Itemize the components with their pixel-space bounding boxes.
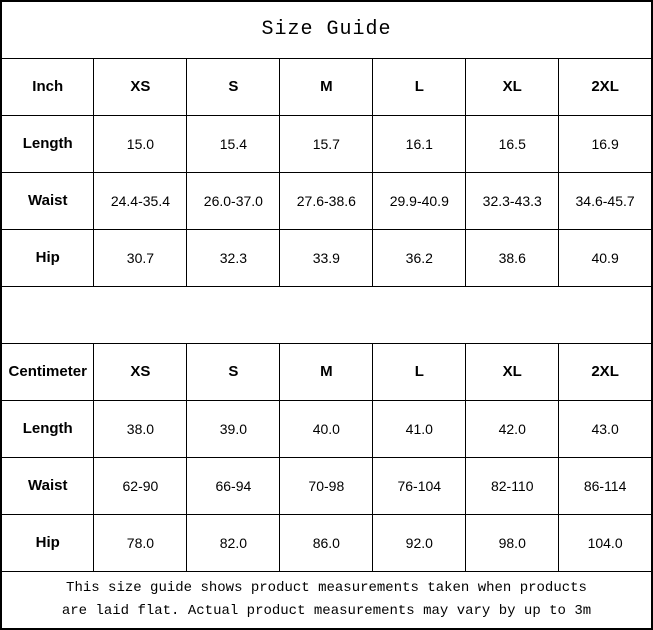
measurement-cell: 33.9 <box>280 229 373 286</box>
size-header-l: L <box>373 58 466 115</box>
measurement-cell: 104.0 <box>559 514 652 571</box>
measurement-cell: 70-98 <box>280 457 373 514</box>
measurement-cell: 24.4-35.4 <box>94 172 187 229</box>
measurement-cell: 16.5 <box>466 115 559 172</box>
measurement-cell: 39.0 <box>187 400 280 457</box>
inch-length-row <box>1 115 652 172</box>
size-header-2xl: 2XL <box>559 58 652 115</box>
spacer-row <box>1 286 652 343</box>
size-header-xs: XS <box>94 58 187 115</box>
size-header-s: S <box>187 343 280 400</box>
measurement-cell: 78.0 <box>94 514 187 571</box>
title-row <box>1 1 652 58</box>
measurement-cell: 27.6-38.6 <box>280 172 373 229</box>
inch-hip-row <box>1 229 652 286</box>
measurement-cell: 43.0 <box>559 400 652 457</box>
centimeter-hip-row <box>1 514 652 571</box>
measurement-cell: 40.0 <box>280 400 373 457</box>
footnote-row <box>1 571 652 629</box>
measurement-cell: 32.3-43.3 <box>466 172 559 229</box>
measurement-cell: 29.9-40.9 <box>373 172 466 229</box>
metric-label-hip: Hip <box>1 229 94 286</box>
measurement-cell: 82-110 <box>466 457 559 514</box>
metric-label-hip: Hip <box>1 514 94 571</box>
inch-waist-row <box>1 172 652 229</box>
measurement-cell: 76-104 <box>373 457 466 514</box>
measurement-cell: 38.6 <box>466 229 559 286</box>
metric-label-length: Length <box>1 115 94 172</box>
measurement-cell: 26.0-37.0 <box>187 172 280 229</box>
metric-label-waist: Waist <box>1 172 94 229</box>
unit-label-inch: Inch <box>1 58 94 115</box>
measurement-cell: 86.0 <box>280 514 373 571</box>
inch-header-row <box>1 58 652 115</box>
size-header-xs: XS <box>94 343 187 400</box>
measurement-cell: 15.4 <box>187 115 280 172</box>
metric-label-length: Length <box>1 400 94 457</box>
size-header-m: M <box>280 343 373 400</box>
measurement-cell: 34.6-45.7 <box>559 172 652 229</box>
size-header-2xl: 2XL <box>559 343 652 400</box>
measurement-cell: 15.7 <box>280 115 373 172</box>
page-title: Size Guide <box>1 1 652 58</box>
measurement-cell: 98.0 <box>466 514 559 571</box>
measurement-cell: 41.0 <box>373 400 466 457</box>
centimeter-waist-row <box>1 457 652 514</box>
spacer-cell <box>1 286 652 343</box>
measurement-cell: 32.3 <box>187 229 280 286</box>
measurement-cell: 38.0 <box>94 400 187 457</box>
size-header-s: S <box>187 58 280 115</box>
centimeter-length-row <box>1 400 652 457</box>
metric-label-waist: Waist <box>1 457 94 514</box>
measurement-cell: 16.9 <box>559 115 652 172</box>
measurement-cell: 30.7 <box>94 229 187 286</box>
size-header-m: M <box>280 58 373 115</box>
measurement-cell: 62-90 <box>94 457 187 514</box>
measurement-cell: 82.0 <box>187 514 280 571</box>
measurement-cell: 92.0 <box>373 514 466 571</box>
footnote-text: This size guide shows product measurements taken when products are laid flat. Actual product measurements may vary by up to 3m <box>61 579 592 619</box>
size-header-l: L <box>373 343 466 400</box>
measurement-cell: 42.0 <box>466 400 559 457</box>
measurement-cell: 40.9 <box>559 229 652 286</box>
measurement-cell: 16.1 <box>373 115 466 172</box>
unit-label-centimeter: Centimeter <box>1 343 94 400</box>
measurement-cell: 36.2 <box>373 229 466 286</box>
size-header-xl: XL <box>466 58 559 115</box>
measurement-cell: 15.0 <box>94 115 187 172</box>
footnote-cell <box>1 571 652 629</box>
measurement-cell: 66-94 <box>187 457 280 514</box>
measurement-cell: 86-114 <box>559 457 652 514</box>
centimeter-header-row <box>1 343 652 400</box>
size-header-xl: XL <box>466 343 559 400</box>
